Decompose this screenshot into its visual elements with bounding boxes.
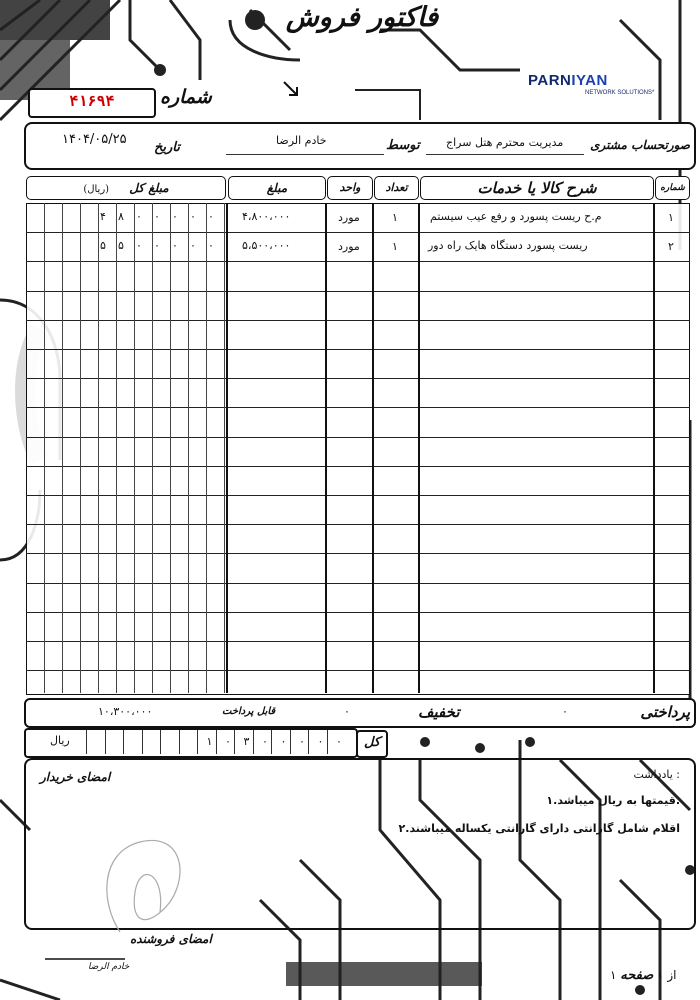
total-sum-digit: ۰ (280, 735, 287, 748)
table-row-line (26, 466, 690, 467)
page-of: از (667, 968, 677, 982)
table-row-line (26, 524, 690, 525)
notes-title: یادداشت : (633, 768, 680, 781)
total-digit: ۰ (136, 210, 142, 223)
digit-column-line (62, 203, 63, 693)
item-qty: ۱ (392, 211, 398, 224)
note-line-1: ۱.قیمتها به ریال میباشد. (546, 794, 680, 807)
arrow-icon (282, 80, 300, 98)
col-header-price: مبلغ (228, 176, 326, 200)
total-digit-cell (123, 730, 124, 754)
page-current: ۱ (657, 968, 664, 982)
by-underline (226, 154, 384, 155)
page-total: ۱ (610, 968, 617, 982)
digit-column-line (188, 203, 189, 693)
total-digit: ۰ (190, 210, 196, 223)
total-header-label: مبلغ کل (129, 181, 169, 195)
table-row-line (26, 583, 690, 584)
payable-value: ۱۰،۳۰۰،۰۰۰ (98, 705, 153, 718)
total-currency: ریال (50, 734, 70, 747)
invoice-number-label: شماره (160, 86, 212, 108)
table-row-line (26, 320, 690, 321)
total-header-currency: (ریال) (83, 184, 110, 195)
table-row-line (26, 261, 690, 262)
col-header-desc: شرح کالا یا خدمات (420, 176, 654, 200)
note-line-2: ۲.اقلام شامل گارانتی دارای گارانتی یکساله میباشند (398, 822, 680, 835)
table-row-line (26, 378, 690, 379)
invoice-number: ۴۱۶۹۴ (28, 88, 156, 118)
total-digit: ۰ (190, 239, 196, 252)
total-digit-cell (160, 730, 161, 754)
total-digit: ۰ (172, 239, 178, 252)
company-logo (528, 72, 608, 89)
item-price: ۴،۸۰۰،۰۰۰ (242, 210, 291, 223)
table-row-line (26, 495, 690, 496)
total-sum-digit: ۰ (225, 735, 231, 748)
customer-label: صورتحساب مشتری (590, 138, 690, 152)
logo-accent: IYAN (571, 72, 608, 89)
digit-column-line (224, 203, 225, 693)
seller-signature-label: امضای فروشنده (130, 932, 212, 946)
total-sum-digit: ۰ (262, 735, 268, 748)
table-row-line (26, 641, 690, 642)
item-row-number: ۲ (668, 240, 674, 253)
col-header-row: شماره (655, 176, 690, 200)
table-row-line (26, 437, 690, 438)
by-label: توسط (386, 138, 420, 153)
table-row-line (26, 349, 690, 350)
discount-value: ۰ (344, 705, 350, 718)
buyer-signature-scribble (90, 832, 200, 942)
total-digit: ۵ (118, 239, 124, 252)
total-sum-digit: ۳ (243, 735, 250, 748)
logo-subtitle: NETWORK SOLUTIONS* (585, 90, 655, 96)
total-digit: ۰ (208, 210, 214, 223)
date-label: تاریخ (154, 140, 180, 155)
total-digit: ۰ (154, 210, 160, 223)
digit-column-line (80, 203, 81, 693)
digit-column-line (134, 203, 135, 693)
col-header-qty: تعداد (374, 176, 419, 200)
total-digit: ۰ (208, 239, 214, 252)
total-digit-cell (290, 730, 291, 754)
total-digit: ۰ (172, 210, 178, 223)
discount-label: تخفیف (418, 703, 460, 721)
item-row-number: ۱ (668, 211, 674, 224)
item-unit: مورد (338, 211, 360, 224)
total-label: کل (356, 730, 388, 758)
customer-info-box (24, 122, 696, 170)
item-price: ۵،۵۰۰،۰۰۰ (242, 239, 291, 252)
item-unit: مورد (338, 240, 360, 253)
items-table (26, 203, 690, 695)
customer-name: مدیریت محترم هتل سراج (446, 136, 564, 149)
total-digit-cell (271, 730, 272, 754)
digit-column-line (44, 203, 45, 693)
table-row-line (26, 612, 690, 613)
divider-unit (325, 203, 327, 693)
table-row-line (26, 407, 690, 408)
total-digit: ۰ (154, 239, 160, 252)
divider-price (226, 203, 228, 693)
total-digit-cell (327, 730, 328, 754)
digit-column-line (98, 203, 99, 693)
col-header-unit: واحد (327, 176, 373, 200)
table-row-line (26, 670, 690, 671)
buyer-signature-label: امضای خریدار (40, 770, 111, 784)
divider-row (653, 203, 655, 693)
table-row-line (26, 291, 690, 292)
digit-column-line (116, 203, 117, 693)
date-value: ۱۴۰۴/۰۵/۲۵ (62, 132, 127, 147)
digit-column-line (152, 203, 153, 693)
total-digit: ۴ (100, 210, 106, 223)
divider-qty (372, 203, 374, 693)
table-row-line (26, 232, 690, 233)
item-description: ریست پسورد دستگاه هایک راه دور (428, 239, 588, 252)
total-digit-cell (197, 730, 198, 754)
by-name: خادم الرضا (276, 134, 327, 147)
total-digit-cell (105, 730, 106, 754)
customer-underline (426, 154, 584, 155)
summary-bar (24, 698, 696, 728)
item-qty: ۱ (392, 240, 398, 253)
total-digit-cell (253, 730, 254, 754)
total-digit: ۵ (100, 239, 106, 252)
total-digit: ۰ (136, 239, 142, 252)
total-digit-cell (86, 730, 87, 754)
logo-prefix: PARN (528, 72, 572, 89)
divider-desc (418, 203, 420, 693)
total-sum-digit: ۰ (299, 735, 305, 748)
payable-label: قابل پرداخت (222, 706, 276, 717)
paid-value: ۰ (562, 705, 568, 718)
paid-label: پرداختی (640, 703, 690, 721)
total-sum-digit: ۱ (206, 735, 213, 748)
page-footer (610, 968, 677, 983)
invoice-title: فاکتور فروش (285, 2, 439, 33)
total-digit-cell (142, 730, 143, 754)
total-digit-cell (179, 730, 180, 754)
seller-hand-name: خادم الرضا (88, 962, 130, 972)
col-header-total (26, 176, 226, 200)
page-label: صفحه (620, 968, 654, 983)
total-digit-cell (216, 730, 217, 754)
digit-column-line (206, 203, 207, 693)
table-row-line (26, 553, 690, 554)
total-sum-digit: ۰ (336, 735, 342, 748)
digit-column-line (170, 203, 171, 693)
total-digit: ۸ (118, 210, 124, 223)
total-digit-cell (234, 730, 235, 754)
total-digit-cell (308, 730, 309, 754)
item-description: م.ح ریست پسورد و رفع عیب سیستم (430, 210, 602, 223)
total-sum-digit: ۰ (317, 735, 324, 748)
